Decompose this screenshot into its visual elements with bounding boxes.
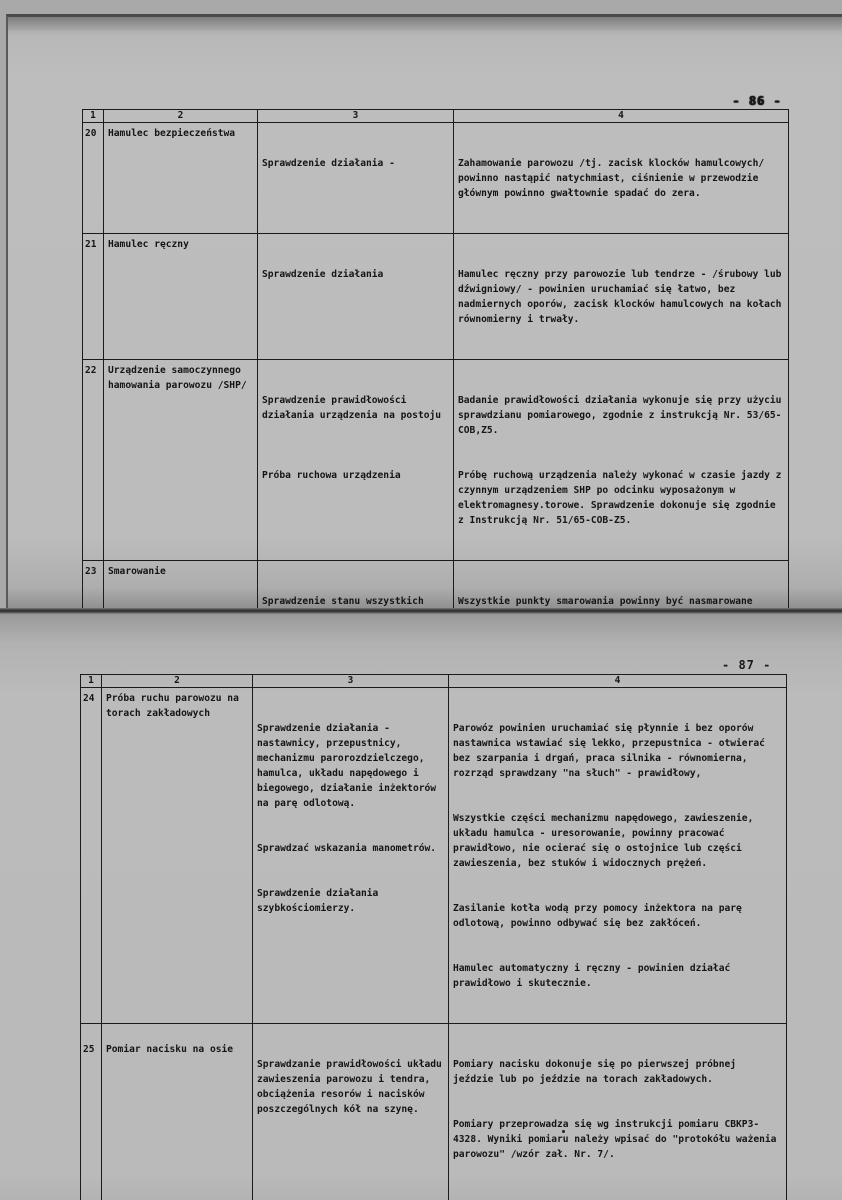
column-header-row: [81, 675, 787, 688]
check-text: Sprawdzenie działania: [262, 269, 384, 280]
inspection-requirement: [449, 688, 787, 1024]
column-header-4: 4: [449, 675, 787, 688]
lower-page-number: - 87 -: [722, 658, 772, 672]
column-header-row: [83, 110, 789, 123]
row-number: 24: [81, 688, 102, 1024]
check-text: Sprawdzanie prawidłowości układu zawieszenia parowozu i tendra, obciążenia resorów i nacisków poszczególnych kół na szynę.: [257, 1059, 448, 1115]
check-text: Sprawdzenie działania -: [262, 158, 395, 169]
row-number: 23: [83, 561, 104, 747]
inspection-requirement: [454, 360, 789, 561]
inspection-check: [258, 360, 454, 561]
inspection-item: Pomiar nacisku na osie: [102, 1024, 253, 1200]
requirement-text: Wszystkie części mechanizmu napędowego, zawieszenie, układu hamulca - uresorowanie, powinny pracować prawidłowo, nie ocierać się o ostojnice lub części zawieszenia, bez stuków i widocznych prężeń.: [453, 813, 760, 869]
inspection-check: [258, 123, 454, 234]
inspection-item: Hamulec bezpieczeństwa: [104, 123, 258, 234]
column-header-4: 4: [454, 110, 789, 123]
inspection-requirement: [454, 123, 789, 234]
requirement-text: Próbę ruchową urządzenia należy wykonać w czasie jazdy z czynnym urządzeniem SHP po odcinku wyposażonym w elektromagnesy.torowe. Sprawdzenie dokonuje się zgodnie z Instrukcją Nr. 51/65-COB-Z5.: [458, 470, 788, 526]
column-header-3: 3: [258, 110, 454, 123]
inspection-requirement: [449, 1024, 787, 1200]
row-number: 21: [83, 234, 104, 360]
table-row: [83, 234, 789, 360]
column-header-3: 3: [253, 675, 449, 688]
column-header-1: 1: [81, 675, 102, 688]
check-text: Sprawdzenie działania - nastawnicy, przepustnicy, mechanizmu parorozdzielczego, hamulca, układu napędowego i biegowego, działanie inżektorów na parę odlotową.: [257, 723, 442, 809]
table-row: [83, 360, 789, 561]
inspection-item: Urządzenie samoczynnego hamowania parowozu /SHP/: [104, 360, 258, 561]
inspection-check: [253, 1024, 449, 1200]
requirement-text: Pomiary przeprowadza się wg instrukcji pomiaru CBKP3-4328. Wyniki pomiaru należy wpisać do "protokółu ważenia parowozu" /wzór zał. Nr. 7/.: [453, 1119, 783, 1160]
upper-page: [6, 14, 842, 613]
stray-ink-dot: [562, 1130, 565, 1133]
column-header-2: 2: [102, 675, 253, 688]
table-row: [81, 688, 787, 1024]
requirement-text: Hamulec automatyczny i ręczny - powinien działać prawidłowo i skutecznie.: [453, 963, 737, 989]
inspection-item: Smarowanie: [104, 561, 258, 747]
check-text: Sprawdzenie stanu wszystkich: [262, 596, 424, 607]
column-header-2: 2: [104, 110, 258, 123]
requirement-text: Pomiary nacisku dokonuje się po pierwszej próbnej jeździe lub po jeździe na torach zakładowych.: [453, 1059, 742, 1085]
column-header-1: 1: [83, 110, 104, 123]
table-row: [81, 1024, 787, 1200]
row-number: 25: [81, 1024, 102, 1200]
check-text: Próba ruchowa urządzenia: [262, 470, 401, 481]
check-text: Sprawdzenie działania szybkościomierzy.: [257, 888, 385, 914]
inspection-check: [253, 688, 449, 1024]
requirement-text: Hamulec ręczny przy parowozie lub tendrze - /śrubowy lub dźwigniowy/ - powinien uruchamiać się łatwo, bez nadmiernych oporów, zacisk klocków hamulcowych na kołach równomierny i trwały.: [458, 269, 788, 325]
inspection-requirement: [454, 234, 789, 360]
lower-page: [0, 614, 842, 1200]
requirement-text: Wszystkie punkty smarowania powinny być nasmarowane: [458, 596, 753, 607]
inspection-check: [258, 234, 454, 360]
inspection-item: Hamulec ręczny: [104, 234, 258, 360]
row-number: 20: [83, 123, 104, 234]
lower-inspection-table: [80, 674, 787, 1200]
check-text: Sprawdzać wskazania manometrów.: [257, 843, 437, 854]
requirement-text: Zasilanie kotła wodą przy pomocy inżektora na parę odlotową, powinno odbywać się bez zakłóceń.: [453, 903, 748, 929]
table-row: [83, 123, 789, 234]
requirement-text: Parowóz powinien uruchamiać się płynnie i bez oporów nastawnica wstawiać się lekko, przepustnica - otwierać bez szarpania i drgań, praca silnika - równomierna, rozrząd sprawdzany "na słuch" - prawidłowy,: [453, 723, 771, 779]
requirement-text: Zahamowanie parowozu /tj. zacisk klocków hamulcowych/ powinno nastąpić natychmiast, ciśnienie w przewodzie głównym powinno gwałtownie spadać do zera.: [458, 158, 770, 199]
check-text: Sprawdzenie prawidłowości działania urządzenia na postoju: [262, 395, 442, 421]
row-number: 22: [83, 360, 104, 561]
upper-page-number: - 86 -: [732, 94, 782, 108]
inspection-item: Próba ruchu parowozu na torach zakładowych: [102, 688, 253, 1024]
requirement-text: Badanie prawidłowości działania wykonuje się przy użyciu sprawdzianu pomiarowego, zgodnie z instrukcją Nr. 53/65-COB,Z5.: [458, 395, 788, 436]
